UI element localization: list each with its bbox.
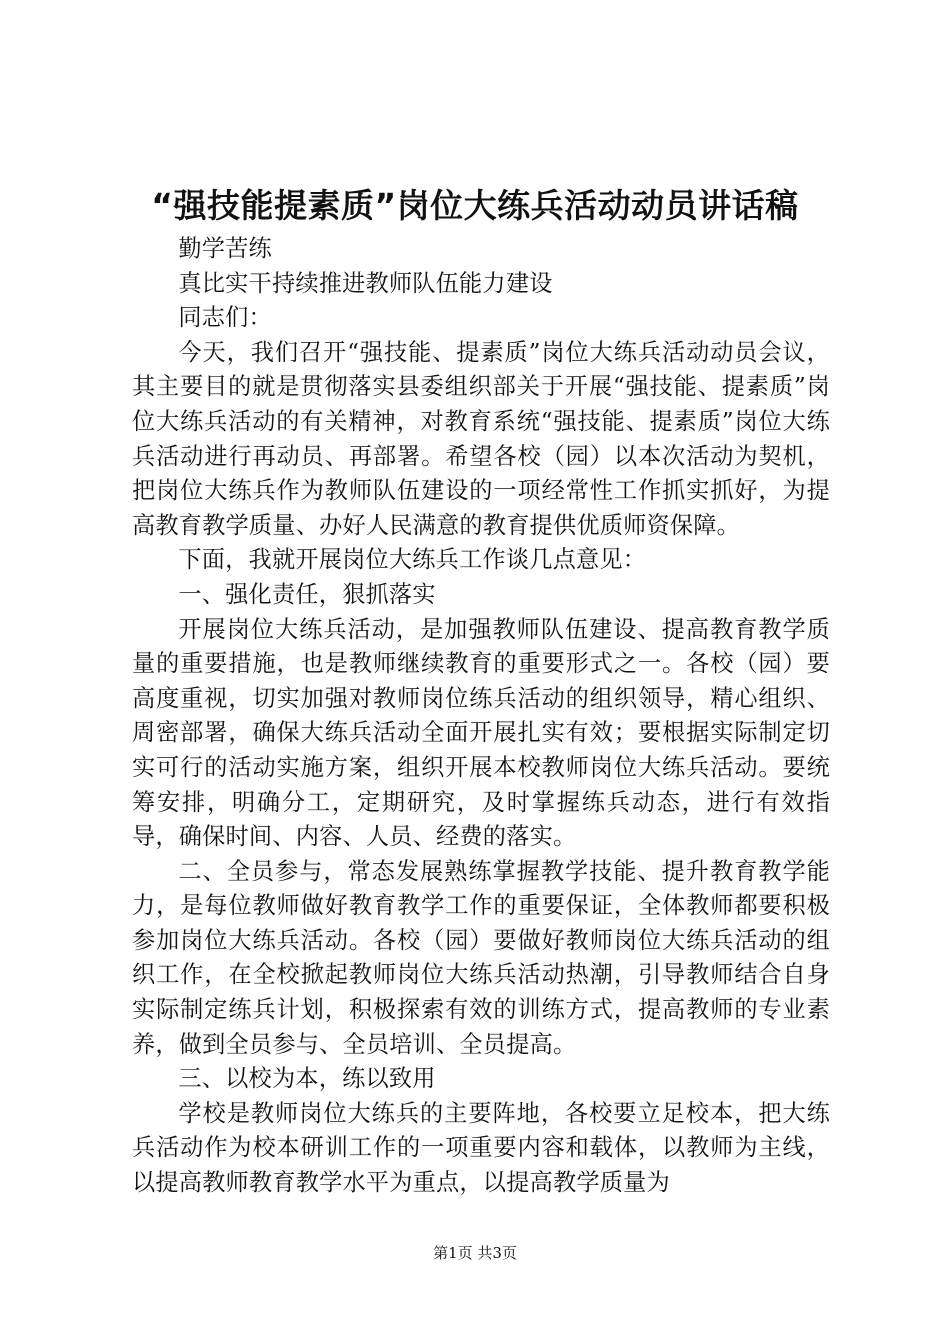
body-paragraph: 学校是教师岗位大练兵的主要阵地，各校要立足校本，把大练兵活动作为校本研训工作的一项重要内容和载体，以教师为主线，以提高教师教育教学水平为重点，以提高教学质量为 xyxy=(132,1099,830,1197)
section-heading: 一、强化责任，狠抓落实 xyxy=(178,580,436,608)
body-paragraph: 开展岗位大练兵活动，是加强教师队伍建设、提高教育教学质量的重要措施，也是教师继续教育的重要形式之一。各校（园）要高度重视，切实加强对教师岗位练兵活动的组织领导，精心组织、周密部署，确保大练兵活动全面开展扎实有效；要根据实际制定切实可行的活动实施方案，组织开展本校教师岗位大练兵活动。要统筹安排，明确分工，定期研究，及时掌握练兵动态，进行有效指导，确保时间、内容、人员、经费的落实。 xyxy=(132,615,830,851)
page-number-footer: 第1页 共3页 xyxy=(433,1244,517,1262)
subtitle-line-1: 勤学苦练 xyxy=(178,235,272,262)
salutation: 同志们： xyxy=(178,304,272,332)
section-heading: 三、以校为本，练以致用 xyxy=(178,1065,436,1093)
body-paragraph: 下面，我就开展岗位大练兵工作谈几点意见： xyxy=(178,546,647,574)
document-title: “强技能提素质”岗位大练兵活动动员讲话稿 xyxy=(151,186,799,225)
body-paragraph: 二、全员参与，常态发展熟练掌握教学技能、提升教育教学能力，是每位教师做好教育教学工作的重要保证，全体教师都要积极参加岗位大练兵活动。各校（园）要做好教师岗位大练兵活动的组织工作，在全校掀起教师岗位大练兵活动热潮，引导教师结合自身实际制定练兵计划，积极探索有效的训练方式，提高教师的专业素养，做到全员参与、全员培训、全员提高。 xyxy=(132,857,830,1058)
body-paragraph: 今天，我们召开“强技能、提素质”岗位大练兵活动动员会议，其主要目的就是贯彻落实县委组织部关于开展“强技能、提素质”岗位大练兵活动的有关精神，对教育系统“强技能、提素质”岗位大练兵活动进行再动员、再部署。希望各校（园）以本次活动为契机，把岗位大练兵作为教师队伍建设的一项经常性工作抓实抓好，为提高教育教学质量、办好人民满意的教育提供优质师资保障。 xyxy=(132,338,830,539)
document-body xyxy=(132,232,830,1201)
subtitle-line-2: 真比实干持续推进教师队伍能力建设 xyxy=(178,269,553,297)
